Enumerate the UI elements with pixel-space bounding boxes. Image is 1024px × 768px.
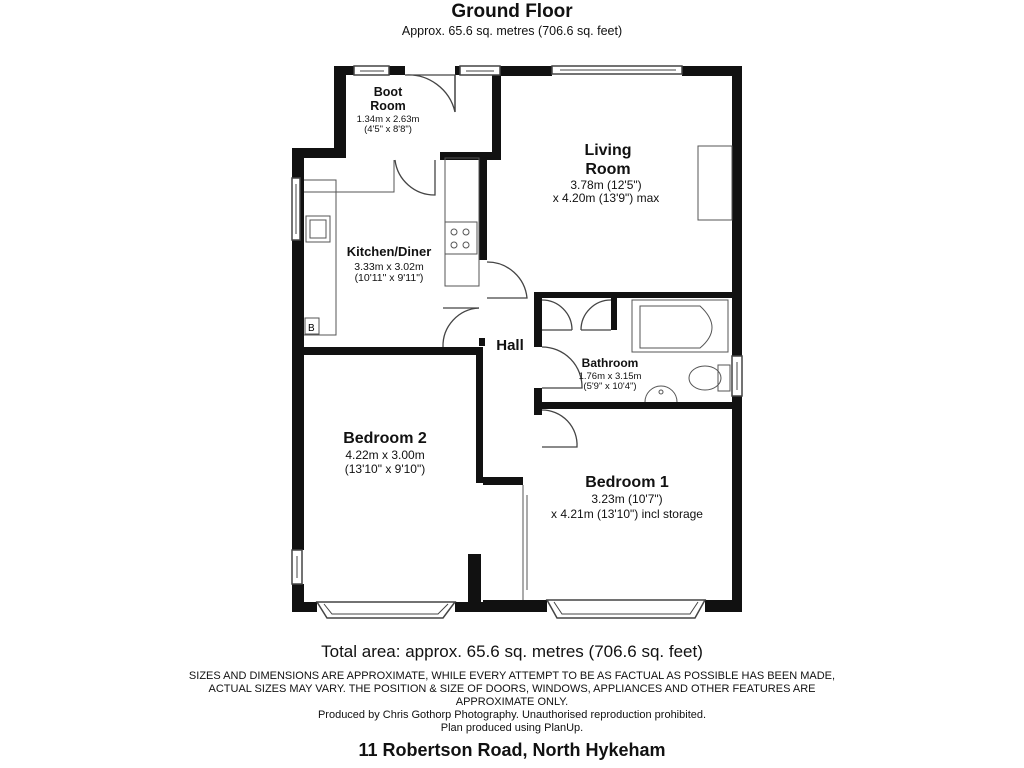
doors: [395, 75, 611, 447]
bedroom1-dim-2: x 4.21m (13'10") incl storage: [551, 507, 703, 521]
total-area: Total area: approx. 65.6 sq. metres (706.6 sq. feet): [321, 642, 703, 661]
bedroom1-dim: 3.23m (10'7"): [591, 492, 663, 506]
kitchen-name: Kitchen/Diner: [346, 244, 432, 259]
boot-room-name: Boot: [373, 85, 403, 99]
bedroom1-name: Bedroom 1: [585, 474, 669, 491]
built-in-storage: [523, 485, 527, 600]
property-address: 11 Robertson Road, North Hykeham: [358, 740, 666, 760]
boiler-label: B: [308, 323, 315, 334]
disclaimer: [0, 670, 1024, 709]
bedroom2-dim: 4.22m x 3.00m: [345, 448, 425, 462]
kitchen-dim-imperial: (10'11" x 9'11"): [354, 272, 424, 284]
credit-line-1: Produced by Chris Gothorp Photography. Unauthorised reproduction prohibited.: [317, 709, 707, 721]
floor-title: Ground Floor: [451, 1, 573, 22]
hob-icon: [451, 229, 469, 248]
disclaimer-line-2: ACTUAL SIZES MAY VARY. THE POSITION & SIZE OF DOORS, WINDOWS, APPLIANCES AND OTHER FEATURES ARE: [208, 683, 816, 695]
floor-area-subtitle: Approx. 65.6 sq. metres (706.6 sq. feet): [401, 24, 623, 38]
toilet-icon: [689, 365, 730, 391]
living-room-dim: 3.78m (12'5"): [570, 178, 642, 192]
chimney-breast: [698, 146, 732, 220]
bedroom2-dim-imperial: (13'10" x 9'10"): [344, 462, 426, 476]
kitchen-dim: 3.33m x 3.02m: [354, 261, 424, 273]
living-room-name: Living: [584, 142, 632, 159]
basin-icon: [645, 386, 677, 402]
bathroom-dim: 1.76m x 3.15m: [578, 371, 642, 382]
disclaimer-line-3: APPROXIMATE ONLY.: [455, 696, 569, 708]
boot-room-dim-imperial: (4'5" x 8'8"): [364, 124, 412, 135]
bathroom-name: Bathroom: [581, 356, 639, 370]
disclaimer-line-1: SIZES AND DIMENSIONS ARE APPROXIMATE, WHILE EVERY ATTEMPT TO BE AS FACTUAL AS POSSIBLE HAS BEEN MADE,: [188, 670, 836, 682]
bedroom2-name: Bedroom 2: [343, 430, 427, 447]
living-room-dim-2: x 4.20m (13'9") max: [552, 191, 660, 205]
credits: [0, 709, 1024, 735]
bathroom-dim-imperial: (5'9" x 10'4"): [583, 381, 637, 392]
bath-icon: [632, 300, 728, 352]
living-room-name-2: Room: [585, 161, 631, 178]
credit-line-2: Plan produced using PlanUp.: [440, 722, 584, 734]
boot-room-dim: 1.34m x 2.63m: [356, 114, 420, 125]
hall-name: Hall: [496, 337, 524, 354]
boot-room-name-2: Room: [370, 99, 406, 113]
